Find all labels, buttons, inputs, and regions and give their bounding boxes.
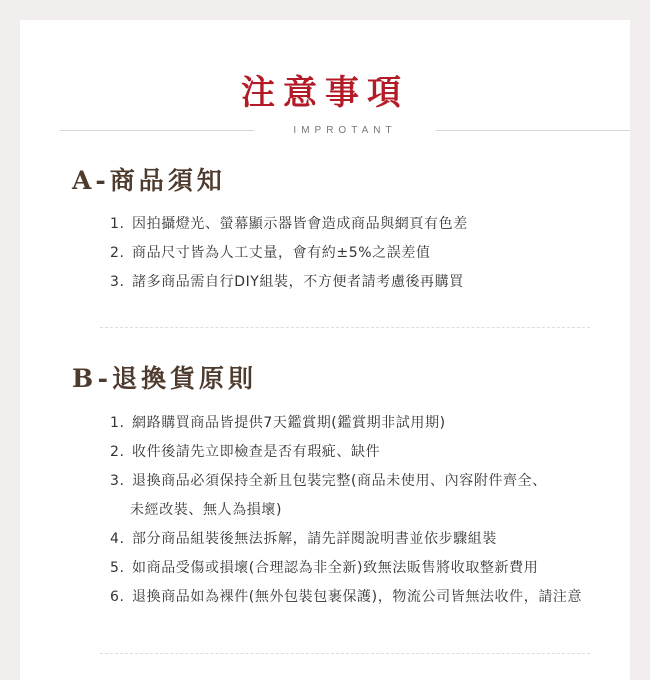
list-item: [110, 409, 582, 438]
item-number: 2.: [110, 444, 125, 460]
notice-card: [20, 20, 630, 680]
list-item: [110, 525, 582, 554]
item-number: 1.: [110, 216, 125, 232]
section-b-list: [110, 409, 582, 612]
list-item: [110, 467, 582, 496]
item-number: 1.: [110, 415, 125, 431]
item-text: 退換商品必須保持全新且包裝完整(商品未使用、內容附件齊全、: [132, 473, 547, 489]
subtitle-divider-right: [436, 130, 630, 131]
subtitle-row: [60, 124, 630, 138]
item-text: 收件後請先立即檢查是否有瑕疵、缺件: [132, 444, 381, 460]
list-item: [110, 239, 468, 268]
item-text: 退換商品如為裸件(無外包裝包裹保護)，物流公司皆無法收件，請注意: [132, 589, 583, 605]
item-number: 2.: [110, 245, 125, 261]
item-text: 未經改裝、無人為損壞): [130, 502, 283, 518]
section-b-title: B-退換貨原則: [72, 364, 257, 393]
item-number: 6.: [110, 589, 125, 605]
subtitle-divider-left: [60, 130, 254, 131]
item-number: 3.: [110, 274, 125, 290]
item-number: 3.: [110, 473, 125, 489]
item-number: 4.: [110, 531, 125, 547]
section-a-title: A-商品須知: [72, 166, 226, 195]
item-text: 商品尺寸皆為人工丈量，會有約±5%之誤差值: [132, 245, 431, 261]
list-item: [110, 554, 582, 583]
item-text: 部分商品組裝後無法拆解，請先詳閱說明書並依步驟組裝: [132, 531, 497, 547]
item-text: 如商品受傷或損壞(合理認為非全新)致無法販售將收取整新費用: [132, 560, 539, 576]
item-number: 5.: [110, 560, 125, 576]
list-item-continuation: [110, 496, 582, 525]
page-title: 注意事項: [241, 73, 409, 113]
section-divider: [100, 653, 590, 654]
item-text: 諸多商品需自行DIY組裝，不方便者請考慮後再購買: [132, 274, 464, 290]
list-item: [110, 583, 582, 612]
section-divider: [100, 327, 590, 328]
item-text: 因拍攝燈光、螢幕顯示器皆會造成商品與網頁有色差: [132, 216, 468, 232]
item-text: 網路購買商品皆提供7天鑑賞期(鑑賞期非試用期): [132, 415, 446, 431]
page-subtitle: IMPROTANT: [293, 125, 397, 136]
list-item: [110, 438, 582, 467]
list-item: [110, 268, 468, 297]
section-a-list: [110, 210, 468, 297]
list-item: [110, 210, 468, 239]
